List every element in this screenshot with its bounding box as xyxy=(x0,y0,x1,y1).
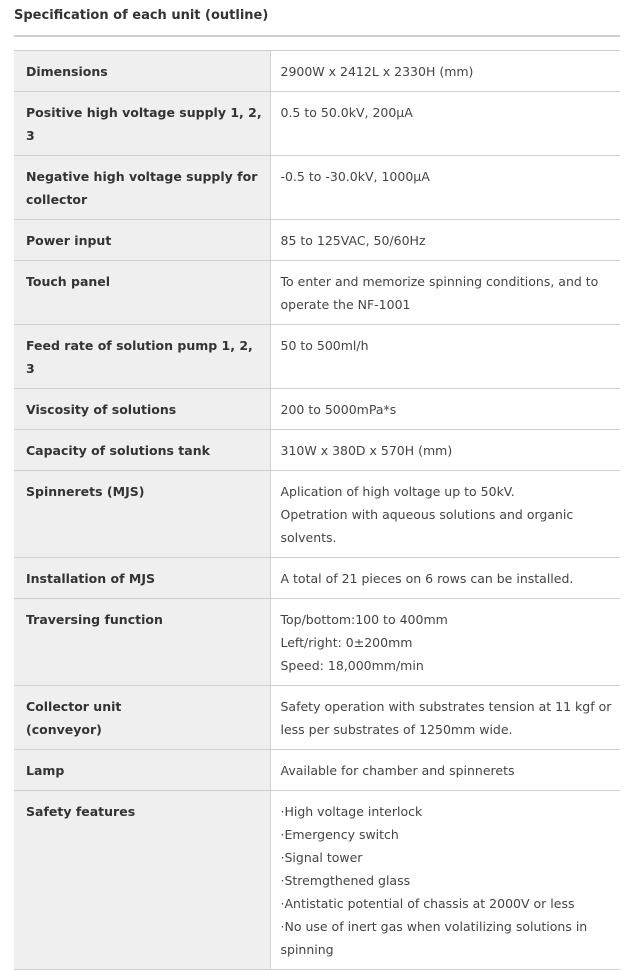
spec-value-line: ·Signal tower xyxy=(280,850,363,865)
table-row xyxy=(14,686,620,750)
spec-label: Negative high voltage supply for collector xyxy=(14,156,270,220)
spec-value xyxy=(270,471,620,558)
spec-value-line: 310W x 380D x 570H (mm) xyxy=(280,443,453,458)
spec-value xyxy=(270,558,620,599)
spec-label: Positive high voltage supply 1, 2, 3 xyxy=(14,92,270,156)
spec-value-line: ·High voltage interlock xyxy=(280,804,423,819)
spec-value-line: Speed: 18,000mm/min xyxy=(280,658,424,673)
spec-label: Feed rate of solution pump 1, 2, 3 xyxy=(14,325,270,389)
spec-label: Lamp xyxy=(14,750,270,791)
spec-label: Dimensions xyxy=(14,51,270,92)
spec-value xyxy=(270,791,620,970)
spec-table-body xyxy=(14,51,620,970)
spec-label: Installation of MJS xyxy=(14,558,270,599)
spec-value xyxy=(270,599,620,686)
table-row xyxy=(14,599,620,686)
spec-value-line: 85 to 125VAC, 50/60Hz xyxy=(280,233,426,248)
table-row xyxy=(14,156,620,220)
table-row xyxy=(14,325,620,389)
spec-label: Collector unit (conveyor) xyxy=(14,686,270,750)
spec-value-line: ·Stremgthened glass xyxy=(280,873,411,888)
spec-value-line: Left/right: 0±200mm xyxy=(280,635,413,650)
spec-label: Spinnerets (MJS) xyxy=(14,471,270,558)
spec-value xyxy=(270,750,620,791)
spec-value-line: -0.5 to -30.0kV, 1000μA xyxy=(280,169,430,184)
table-row xyxy=(14,51,620,92)
spec-value xyxy=(270,389,620,430)
spec-value xyxy=(270,220,620,261)
spec-value xyxy=(270,261,620,325)
spec-label: Traversing function xyxy=(14,599,270,686)
spec-value xyxy=(270,156,620,220)
table-row xyxy=(14,430,620,471)
spec-label: Power input xyxy=(14,220,270,261)
spec-value-line: 2900W x 2412L x 2330H (mm) xyxy=(280,64,474,79)
table-row xyxy=(14,750,620,791)
spec-value-line: ·No use of inert gas when volatilizing solutions in spinning xyxy=(280,919,588,957)
spec-value-line: ·Emergency switch xyxy=(280,827,399,842)
title-divider xyxy=(14,35,620,37)
spec-value-line: Safety operation with substrates tension at 11 kgf or less per substrates of 1250mm wide. xyxy=(280,699,612,737)
spec-value xyxy=(270,51,620,92)
spec-value-line: ·Antistatic potential of chassis at 2000V or less xyxy=(280,896,575,911)
table-row xyxy=(14,791,620,970)
spec-value xyxy=(270,92,620,156)
spec-value-line: Available for chamber and spinnerets xyxy=(280,763,515,778)
spec-value xyxy=(270,325,620,389)
spec-value-line: 200 to 5000mPa*s xyxy=(280,402,397,417)
spec-value-line: Top/bottom:100 to 400mm xyxy=(280,612,448,627)
page-title: Specification of each unit (outline) xyxy=(14,8,269,23)
spec-value xyxy=(270,686,620,750)
table-row xyxy=(14,389,620,430)
spec-value-line: 50 to 500ml/h xyxy=(280,338,369,353)
spec-value-line: A total of 21 pieces on 6 rows can be installed. xyxy=(280,571,574,586)
table-row xyxy=(14,471,620,558)
spec-value xyxy=(270,430,620,471)
spec-value-line: Aplication of high voltage up to 50kV. xyxy=(280,484,515,499)
spec-value-line: Opetration with aqueous solutions and organic solvents. xyxy=(280,507,574,545)
table-row xyxy=(14,261,620,325)
spec-value-line: To enter and memorize spinning conditions, and to operate the NF-1001 xyxy=(280,274,599,312)
table-row xyxy=(14,220,620,261)
spec-label: Viscosity of solutions xyxy=(14,389,270,430)
spec-label: Safety features xyxy=(14,791,270,970)
spec-label: Touch panel xyxy=(14,261,270,325)
table-row xyxy=(14,92,620,156)
spec-table xyxy=(14,50,620,970)
table-row xyxy=(14,558,620,599)
spec-value-line: 0.5 to 50.0kV, 200μA xyxy=(280,105,413,120)
spec-label: Capacity of solutions tank xyxy=(14,430,270,471)
